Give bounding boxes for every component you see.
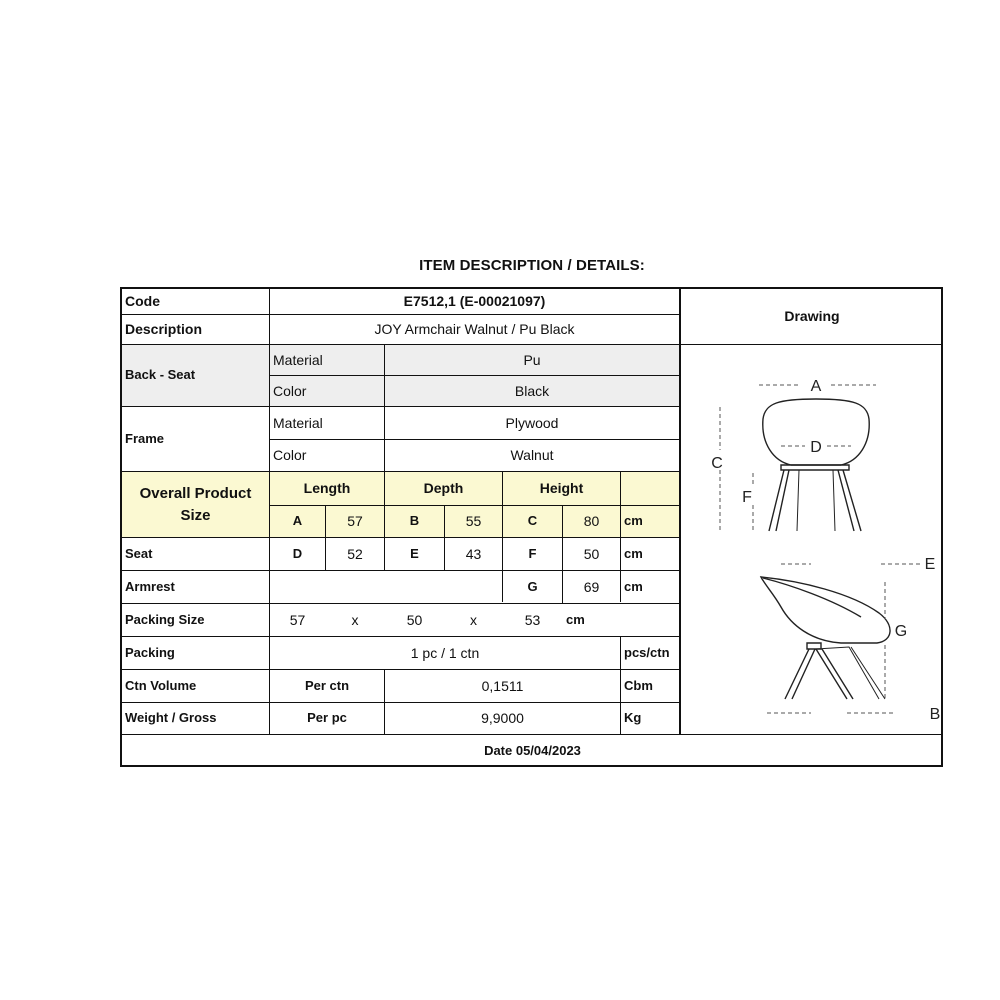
dim-b-letter: B — [409, 513, 420, 529]
dim-e-value: 43 — [465, 545, 482, 562]
chair-drawing-svg — [681, 345, 943, 734]
packing-value: 1 pc / 1 ctn — [410, 644, 480, 661]
dim-a-value: 57 — [347, 513, 363, 530]
packing-size-label: Packing Size — [125, 611, 205, 627]
description-label: Description — [125, 321, 203, 338]
dim-d-value: 52 — [347, 545, 363, 562]
overall-size-label: Overall Product Size — [139, 484, 252, 524]
length-header: Length — [303, 480, 351, 497]
spec-sheet-table — [120, 287, 943, 767]
seat-unit: cm — [624, 545, 643, 561]
dim-label-e: E — [924, 556, 936, 573]
dim-label-a: A — [810, 378, 822, 395]
ctn-volume-per: Per ctn — [304, 677, 350, 693]
ctn-volume-label: Ctn Volume — [125, 677, 197, 693]
back-seat-color-value: Black — [514, 382, 550, 399]
packing-size-length: 57 — [289, 611, 306, 628]
frame-label: Frame — [125, 430, 165, 446]
weight-label: Weight / Gross — [125, 710, 217, 726]
packing-label: Packing — [125, 644, 175, 660]
ctn-volume-unit: Cbm — [624, 677, 653, 693]
dim-label-b: B — [929, 706, 941, 723]
weight-per: Per pc — [307, 710, 347, 726]
code-value: E7512,1 (E-00021097) — [403, 293, 546, 310]
packing-unit: pcs/ctn — [624, 644, 670, 660]
dim-c-value: 80 — [583, 513, 600, 530]
dim-label-f: F — [742, 489, 752, 506]
ctn-volume-value: 0,1511 — [481, 677, 524, 694]
chair-drawing — [681, 345, 943, 734]
dim-e-letter: E — [410, 545, 419, 561]
overall-unit: cm — [624, 513, 643, 529]
dim-label-g: G — [894, 623, 908, 640]
frame-material-label: Material — [273, 414, 323, 431]
dim-a-letter: A — [292, 513, 303, 529]
packing-size-width: 50 — [406, 611, 423, 628]
dim-f-value: 50 — [583, 545, 600, 562]
back-seat-label: Back - Seat — [125, 367, 196, 383]
packing-size-x1: x — [351, 611, 359, 628]
dim-g-value: 69 — [583, 578, 600, 595]
armrest-label: Armrest — [125, 578, 175, 594]
dim-b-value: 55 — [465, 513, 482, 530]
dim-f-letter: F — [528, 545, 537, 561]
document-title: ITEM DESCRIPTION / DETAILS: — [419, 257, 645, 274]
seat-label: Seat — [125, 545, 153, 561]
back-seat-material-value: Pu — [523, 351, 541, 368]
dim-g-letter: G — [527, 578, 538, 594]
frame-color-value: Walnut — [510, 447, 554, 464]
dim-c-letter: C — [527, 513, 538, 529]
frame-material-value: Plywood — [505, 414, 559, 431]
date-footer: Date 05/04/2023 — [484, 742, 581, 758]
drawing-label: Drawing — [784, 308, 840, 325]
back-seat-material-label: Material — [273, 351, 323, 368]
weight-value: 9,9000 — [481, 710, 524, 727]
dim-label-c: C — [711, 455, 723, 472]
chair-front-view — [763, 399, 869, 531]
description-value: JOY Armchair Walnut / Pu Black — [374, 321, 575, 338]
packing-size-x2: x — [470, 611, 477, 628]
code-label: Code — [125, 293, 160, 310]
height-header: Height — [539, 480, 584, 497]
chair-side-view — [761, 577, 890, 699]
weight-unit: Kg — [624, 710, 642, 726]
dim-d-letter: D — [292, 545, 303, 561]
packing-size-height: 53 — [524, 611, 541, 628]
dim-label-d: D — [810, 439, 822, 456]
frame-color-label: Color — [273, 447, 307, 464]
packing-size-unit: cm — [566, 611, 585, 627]
armrest-unit: cm — [624, 578, 643, 594]
back-seat-color-label: Color — [273, 382, 307, 399]
depth-header: Depth — [423, 480, 464, 497]
